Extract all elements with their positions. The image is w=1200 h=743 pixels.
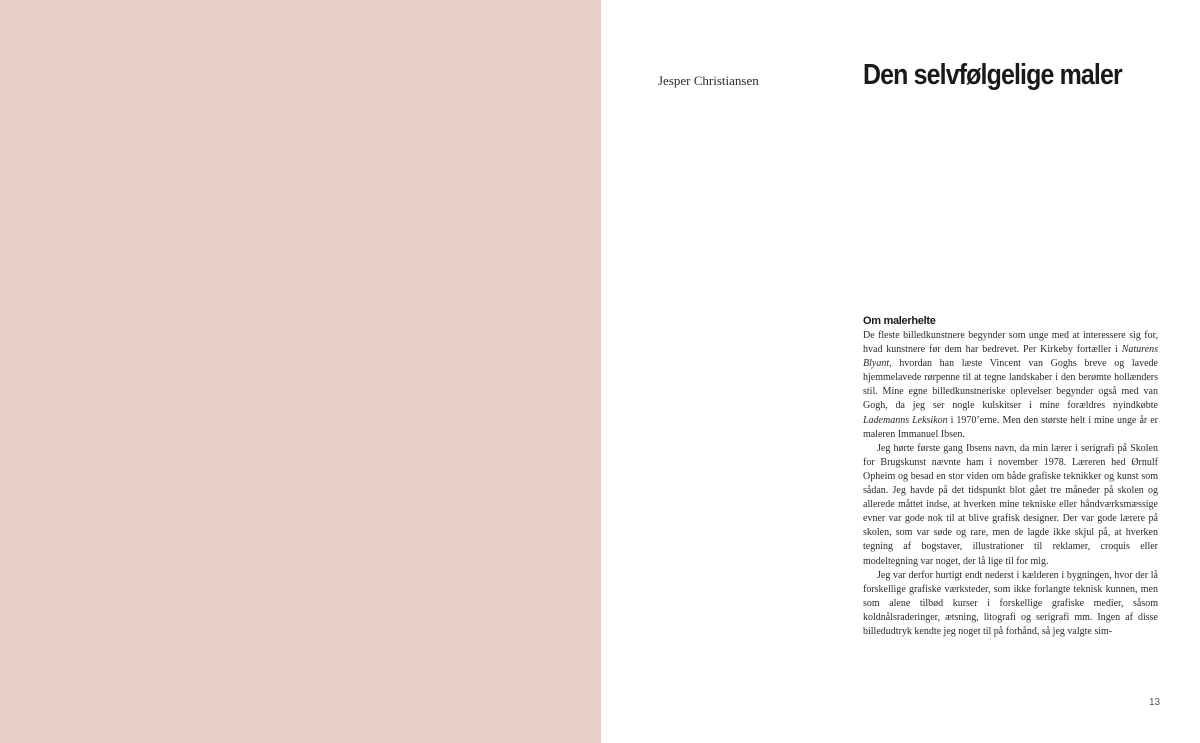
paragraph-1-text-c: i 1970’erne. Men den største helt i mine unge år er maleren Immanuel Ibsen. (863, 414, 1158, 440)
section-om-malerhelte (863, 314, 1158, 639)
right-page (601, 0, 1200, 743)
paragraph-1 (863, 329, 1158, 442)
paragraph-1-text-a: De fleste billedkunstnere begynder som unge med at interessere sig for, hvad kunstnere før dem har bedrevet. Per Kirkeby fortæller i (863, 330, 1158, 356)
section-heading: Om malerhelte (863, 315, 936, 327)
page-number: 13 (1149, 697, 1161, 708)
paragraph-3: Jeg var derfor hurtigt endt nederst i kælderen i bygningen, hvor der lå forskellige grafiske værksteder, som ikke forlangte teknisk kunnen, men som alene tilbød kurser i forskellige grafiske medier, såsom koldnålsraderinger, ætsning, litografi og serigrafi mm. Ingen af disse billedudtryk kendte jeg noget til på forhånd, så jeg valgte sim- (863, 569, 1158, 637)
body-text (863, 329, 1158, 639)
book-title-lademanns-leksikon: Lademanns Leksikon (863, 414, 948, 426)
chapter-title: Den selvfølgelige maler (863, 59, 1122, 91)
paragraph-1-text-b: , hvordan han læste Vincent van Goghs breve og lavede hjemmelavede rørpenne til at tegne landskaber i den berømte hollænders stil. Mine egne billedkunstneriske oplevelser begynder også med van Gogh, da jeg ser nogle kulskitser i mine forældres nyindkøbte (863, 358, 1158, 412)
author-name: Jesper Christiansen (658, 73, 759, 88)
paragraph-2: Jeg hørte første gang Ibsens navn, da min lærer i serigrafi på Skolen for Brugskunst nævnte ham i november 1978. Læreren hed Ørnulf Opheim og besad en stor viden om både grafiske teknikker og kunst som sådan. Jeg havde på det tidspunkt blot gået tre måneder på skolen og allerede måttet indse, at hverken mine tekniske eller håndværksmæssige evner var gode nok til at blive grafisk designer. Der var gode lærere på skolen, som var søde og rare, men de lagde ikke skjul på, at hverken tegning af bogstaver, illustrationer til reklamer, croquis eller modeltegning var noget, der lå lige til for mig. (863, 442, 1158, 567)
book-title-naturens-blyant: Naturens Blyant (863, 344, 1158, 370)
